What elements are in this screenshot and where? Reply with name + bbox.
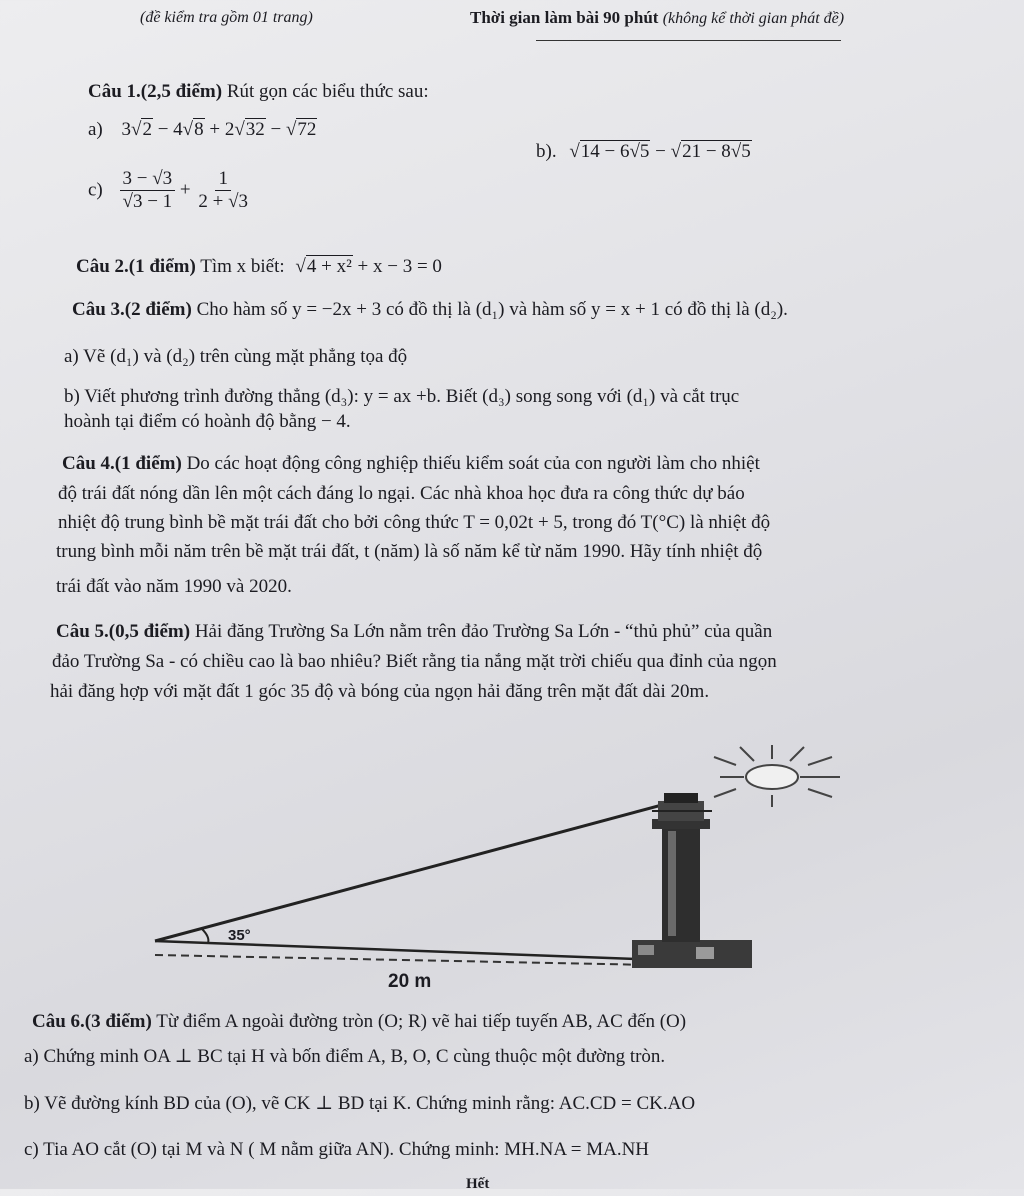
q1-c-frac2-num: 1 <box>215 168 231 191</box>
time-limit-bold: Thời gian làm bài 90 phút <box>470 8 659 27</box>
q6-b: b) Vẽ đường kính BD của (O), vẽ CK ⊥ BD tại K. Chứng minh rằng: AC.CD = CK.AO <box>24 1093 696 1114</box>
q1-a-expression: 3√2 − 4√8 + 2√32 − √72 <box>121 119 317 140</box>
q3-text: Cho hàm số y = −2x + 3 có đồ thị là (d₁) và hàm số y = x + 1 có đồ thị là (d₂). <box>196 299 788 320</box>
time-limit <box>470 6 844 31</box>
q4-line4: trung bình mỗi năm trên bề mặt trái đất, t (năm) là số năm kể từ năm 1990. Hãy tính nhiệt độ <box>56 541 763 562</box>
q1-text: Rút gọn các biểu thức sau: <box>226 81 429 102</box>
q6-a: a) Chứng minh OA ⊥ BC tại H và bốn điểm A, B, O, C cùng thuộc một đường tròn. <box>24 1046 666 1067</box>
q5-text-1: Hải đăng Trường Sa Lớn nằm trên đảo Trường Sa Lớn - “thủ phủ” của quần <box>194 621 773 642</box>
q1-c: c) $\frac{3 - √3}{√3 - 1}$ + $\frac{1}{2 + √3}$ <box>88 168 251 213</box>
q1-c-fraction-2 <box>195 168 251 213</box>
time-limit-note: (không kể thời gian phát đề) <box>662 10 845 27</box>
q4-line3: nhiệt độ trung bình bề mặt trái đất cho bởi công thức T = 0,02t + 5, trong đó T(°C) là nhiệt độ <box>58 512 771 533</box>
q1-label: Câu 1.(2,5 điểm) <box>88 81 223 102</box>
lighthouse-figure <box>140 735 860 1000</box>
q1-b-label: b). <box>536 141 557 162</box>
q3-b-line1: b) Viết phương trình đường thẳng (d₃): y = ax +b. Biết (d₃) song song với (d₁) và cắt trục <box>64 386 740 407</box>
q1-a <box>88 118 317 142</box>
q6-text: Từ điểm A ngoài đường tròn (O; R) vẽ hai tiếp tuyến AB, AC đến (O) <box>156 1011 687 1032</box>
q4-line5: trái đất vào năm 1990 và 2020. <box>56 576 292 597</box>
q4-line1 <box>62 452 760 476</box>
q1-b-expression: √14 − 6√5 − √21 − 8√5 <box>569 141 751 162</box>
page-count-note: (đề kiểm tra gồm 01 trang) <box>140 9 313 26</box>
q2-label: Câu 2.(1 điểm) <box>76 256 196 277</box>
q2-equation: √4 + x² + x − 3 = 0 <box>295 256 442 277</box>
q3-label: Câu 3.(2 điểm) <box>72 299 192 320</box>
q1-a-label: a) <box>88 119 103 140</box>
sun-ray-line <box>155 798 688 941</box>
q1-heading <box>88 80 429 104</box>
length-label: 20 m <box>388 971 432 992</box>
q5-label: Câu 5.(0,5 điểm) <box>56 621 191 642</box>
angle-arc <box>202 929 208 943</box>
q5-line1 <box>56 620 772 644</box>
q1-c-fraction-1 <box>120 168 176 213</box>
q1-c-label: c) <box>88 179 103 201</box>
end-mark: Hết <box>466 1176 490 1192</box>
q2-text: Tìm x biết: <box>200 256 285 277</box>
q6-heading <box>32 1010 686 1034</box>
q6-c: c) Tia AO cắt (O) tại M và N ( M nằm giữa AN). Chứng minh: MH.NA = MA.NH <box>24 1139 650 1160</box>
q1-c-frac1-den: √3 − 1 <box>122 191 173 212</box>
ground-line <box>155 941 688 961</box>
q2 <box>76 255 442 279</box>
q4-line2: độ trái đất nóng dần lên một cách đáng lo ngại. Các nhà khoa học đưa ra công thức dự báo <box>58 483 745 504</box>
q4-text-1: Do các hoạt động công nghiệp thiếu kiểm soát của con người làm cho nhiệt <box>186 453 760 474</box>
header-rule <box>536 40 841 41</box>
q3-heading <box>72 298 788 322</box>
q1-c-frac2-den: 2 + √3 <box>198 191 249 212</box>
q6-label: Câu 6.(3 điểm) <box>32 1011 152 1032</box>
q2-eq-tail: + x − 3 = 0 <box>352 256 442 277</box>
q1-b <box>536 140 752 164</box>
q3-b-line2: hoành tại điểm có hoành độ bằng − 4. <box>64 411 351 432</box>
q5-line3: hải đăng hợp với mặt đất 1 góc 35 độ và bóng của ngọn hải đăng trên mặt đất dài 20m. <box>50 681 710 702</box>
q4-label: Câu 4.(1 điểm) <box>62 453 182 474</box>
sun-icon <box>714 745 840 807</box>
q1-c-frac1-num: 3 − √3 <box>120 168 176 191</box>
angle-label: 35° <box>228 927 251 944</box>
lighthouse-diagram <box>140 735 860 1000</box>
q3-a: a) Vẽ (d₁) và (d₂) trên cùng mặt phẳng tọa độ <box>64 346 408 367</box>
q5-line2: đảo Trường Sa - có chiều cao là bao nhiêu? Biết rằng tia nắng mặt trời chiếu qua đỉnh của ngọn <box>52 651 777 672</box>
lighthouse-icon <box>632 793 752 968</box>
